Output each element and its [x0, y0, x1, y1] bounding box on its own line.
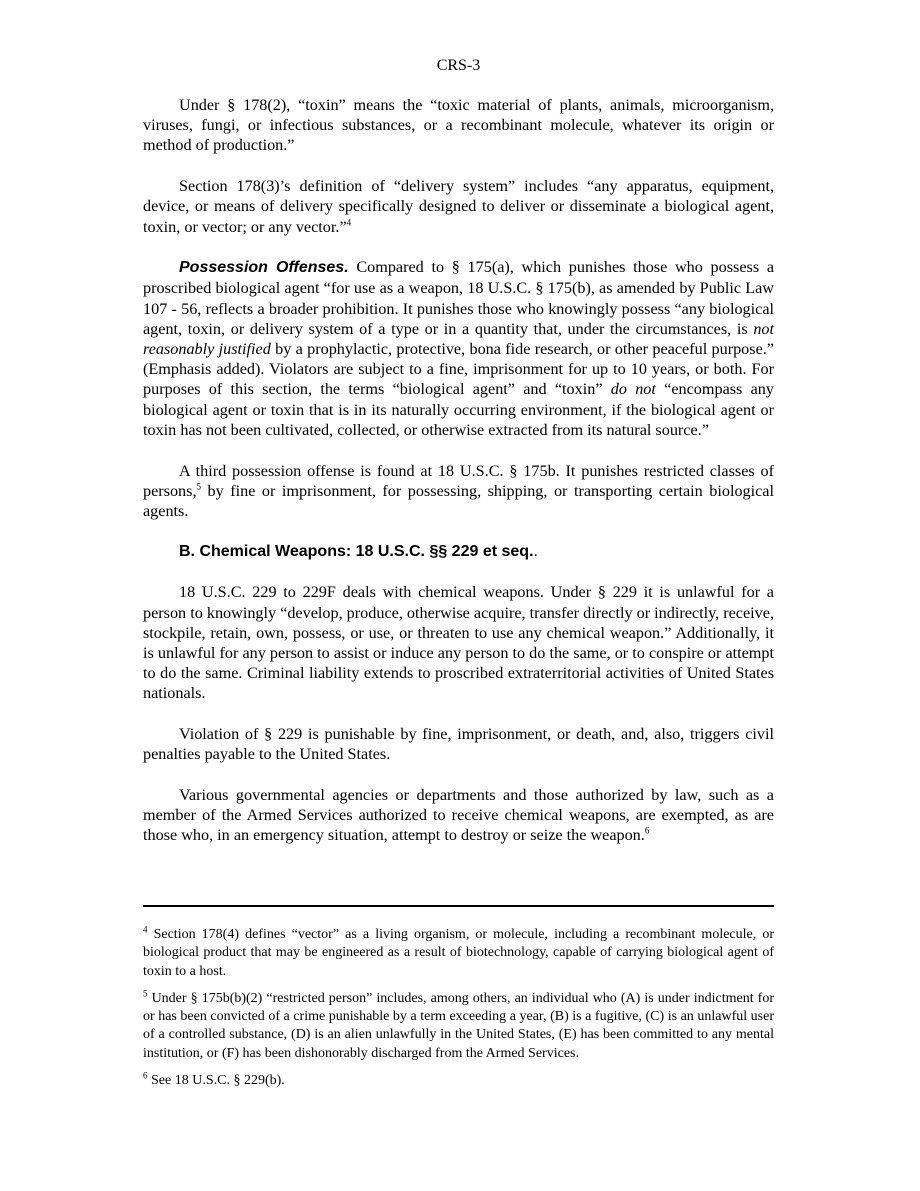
footnote-number: 6 [143, 1070, 148, 1081]
paragraph-text: “encompass any biological agent or toxin that is in its naturally occurring environment, if the biological agent or toxin has not been cultivated, collected, or otherwise extracted from its natural source.” [143, 380, 774, 439]
section-heading-text: B. Chemical Weapons: 18 U.S.C. §§ 229 et seq. [179, 543, 534, 561]
footnote-number: 5 [143, 988, 148, 999]
paragraph-text: Violation of § 229 is punishable by fine, imprisonment, or death, and, also, triggers civil penalties payable to the United States. [143, 725, 774, 764]
footnote-text: See 18 U.S.C. § 229(b). [147, 1073, 285, 1089]
emphasis-text: not reasonably justified [143, 319, 774, 359]
footnote-5 [143, 990, 774, 1063]
paragraph-toxin-definition [143, 95, 774, 156]
paragraph-text: Section 178(3)’s definition of “delivery system” includes “any apparatus, equipment, device, or means of delivery specifically designed to deliver or disseminate a biological agent, toxin, or vector; or any vector.” [143, 177, 774, 236]
footnote-text: Section 178(4) defines “vector” as a living organism, or molecule, including a recombinant molecule, or biological product that may be engineered as a result of biotechnology, capable of carrying biological agent of toxin to a host. [143, 927, 774, 979]
paragraph-text: 18 U.S.C. 229 to 229F deals with chemical weapons. Under § 229 it is unlawful for a person to knowingly “develop, produce, otherwise acquire, transfer directly or indirectly, receive, stockpile, retain, own, possess, or use, or threaten to use any chemical weapon.” Additionally, it is unlawful for any person to assist or induce any person to do the same, or to conspire or attempt to do the same. Criminal liability extends to proscribed extraterritorial activities of United States nationals. [143, 583, 774, 703]
paragraph-exemptions [143, 785, 774, 846]
paragraph-chemical-weapons [143, 582, 774, 703]
footnote-4 [143, 926, 774, 981]
footnote-number: 4 [143, 924, 148, 935]
footnotes [143, 926, 774, 1090]
footnote-6 [143, 1072, 774, 1090]
body-text [143, 95, 774, 846]
paragraph-text: Under § 178(2), “toxin” means the “toxic material of plants, animals, microorganism, viruses, fungi, or infectious substances, or a recombinant molecule, whatever its origin or method of production.” [143, 96, 774, 155]
paragraph-text: by fine or imprisonment, for possessing, shipping, or transporting certain biological agents. [143, 481, 774, 520]
paragraph-text: Various governmental agencies or departments and those authorized by law, such as a member of the Armed Services authorized to receive chemical weapons, are exempted, as are those who, in an emergency situation, attempt to destroy or seize the weapon. [143, 785, 774, 845]
footnote-ref-4[interactable]: 4 [346, 217, 352, 228]
paragraph-text: A third possession offense is found at 18 U.S.C. § 175b. It punishes restricted classes of persons, [143, 461, 774, 500]
paragraph-delivery-system [143, 176, 774, 237]
run-in-heading: Possession Offenses. [179, 259, 349, 277]
footnote-text: Under § 175b(b)(2) “restricted person” includes, among others, an individual who (A) is under indictment for or has been convicted of a crime punishable by a term exceeding a year, (B) is a fugitive, (C) is an unlawful user of a controlled substance, (D) is an alien unlawfully in the United States, (E) has been committed to any mental institution, or (F) has been dishonorably discharged from the Armed Services. [143, 990, 774, 1061]
paragraph-third-offense [143, 461, 774, 522]
paragraph-text: by a prophylactic, protective, bona fide research, or other peaceful purpose.” (Emphasis added). Violators are subject to a fine, imprisonment for up to 10 years, or both. For purposes of this section, the terms “biological agent” and “toxin” [143, 340, 774, 399]
paragraph-violation [143, 724, 774, 764]
page-header: CRS-3 [436, 57, 481, 74]
section-heading [179, 542, 774, 562]
section-heading-trail: . [533, 543, 538, 561]
emphasis-text: do not [610, 380, 656, 399]
paragraph-text: Compared to § 175(a), which punishes those who possess a proscribed biological agent “for use as a weapon, 18 U.S.C. § 175(b), as amended by Public Law 107 - 56, reflects a broader prohibition. It punishes those who knowingly possess “any biological agent, toxin, or delivery system of a type or in a quantity that, under the circumstances, is [143, 258, 775, 338]
footnote-divider [143, 905, 774, 907]
paragraph-possession-offenses [143, 257, 774, 440]
footnote-ref-5[interactable]: 5 [196, 481, 202, 492]
footnote-ref-6[interactable]: 6 [644, 826, 650, 836]
